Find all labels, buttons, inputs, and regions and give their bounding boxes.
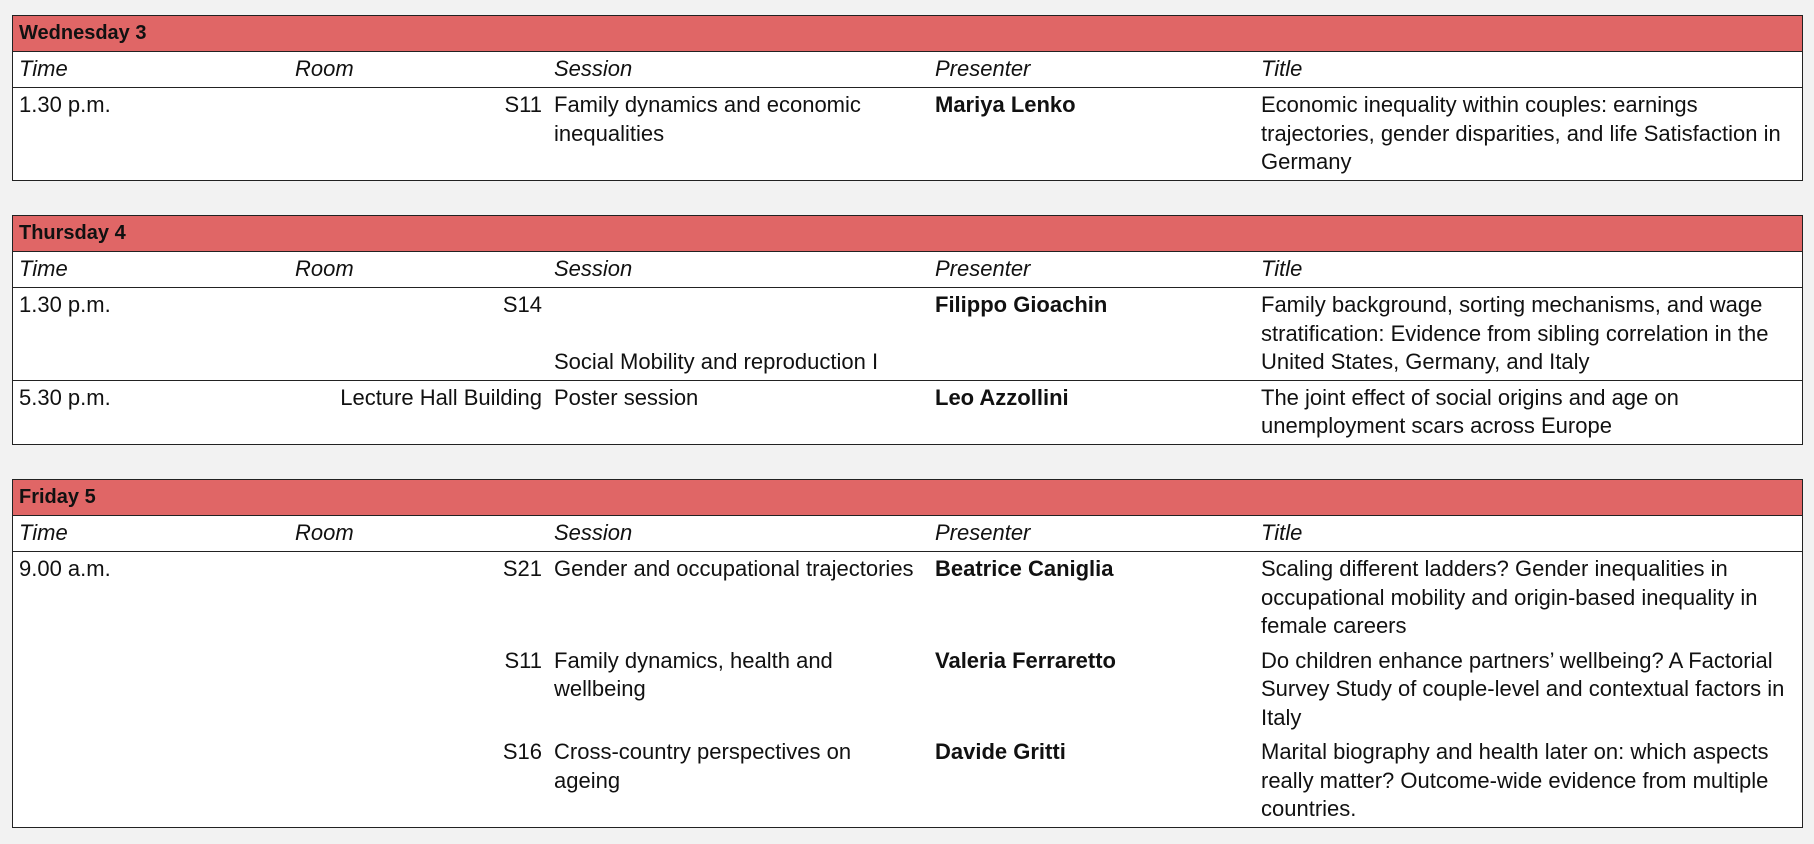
session-cell: Poster session bbox=[554, 384, 699, 410]
title-cell: Marital biography and health later on: which aspects really matter? Outcome-wide evidence from multiple countries. bbox=[1261, 739, 1769, 821]
column-header-title: Title bbox=[1261, 256, 1303, 281]
room-cell: S21 bbox=[502, 556, 542, 581]
session-text: Social Mobility and reproduction I bbox=[554, 349, 879, 374]
title-cell: Family background, sorting mechanisms, and wage stratification: Evidence from sibling correlation in the United States, Germany, and Italy bbox=[1261, 292, 1769, 374]
time-cell bbox=[13, 738, 285, 824]
column-header-time: Time bbox=[19, 520, 68, 545]
room-cell: S14 bbox=[502, 292, 542, 317]
table-row bbox=[13, 88, 1802, 180]
title-cell: Scaling different ladders? Gender inequalities in occupational mobility and origin-based inequality in female careers bbox=[1261, 556, 1758, 638]
session-cell: Family dynamics and economic inequalities bbox=[554, 92, 861, 146]
presenter-cell: Beatrice Caniglia bbox=[935, 556, 1114, 581]
table-row bbox=[13, 644, 1802, 736]
column-header-session: Session bbox=[554, 256, 633, 281]
day-header: Friday 5 bbox=[13, 480, 1802, 516]
time-cell bbox=[13, 647, 285, 733]
table-row bbox=[13, 380, 1802, 444]
presenter-cell: Valeria Ferraretto bbox=[935, 647, 1116, 673]
room-cell: S16 bbox=[502, 739, 542, 764]
table-row bbox=[13, 552, 1802, 644]
presenter-cell: Leo Azzollini bbox=[935, 384, 1069, 410]
column-header-time: Time bbox=[19, 256, 68, 281]
session-cell: Cross-country perspectives on ageing bbox=[554, 739, 852, 793]
time-cell: 1.30 p.m. bbox=[19, 92, 111, 117]
room-cell: S11 bbox=[504, 647, 542, 673]
title-cell: Do children enhance partners’ wellbeing? A Factorial Survey Study of couple-level and contextual factors in Italy bbox=[1261, 647, 1785, 730]
column-header-room: Room bbox=[295, 520, 354, 545]
session-cell: Family dynamics, health and wellbeing bbox=[554, 647, 833, 701]
room-cell: S11 bbox=[504, 92, 542, 117]
title-cell: Economic inequality within couples: earnings trajectories, gender disparities, and life Satisfaction in Germany bbox=[1261, 92, 1781, 174]
column-header-title: Title bbox=[1261, 56, 1303, 81]
column-header-presenter: Presenter bbox=[935, 56, 1031, 81]
column-header-presenter: Presenter bbox=[935, 520, 1031, 545]
time-cell: 9.00 a.m. bbox=[19, 556, 111, 581]
presenter-cell: Davide Gritti bbox=[935, 739, 1066, 764]
day-table-friday bbox=[12, 479, 1803, 828]
column-header-presenter: Presenter bbox=[935, 256, 1031, 281]
column-header-session: Session bbox=[554, 520, 633, 545]
column-header-room: Room bbox=[295, 256, 354, 281]
table-row bbox=[13, 288, 1802, 380]
time-cell: 1.30 p.m. bbox=[19, 292, 111, 317]
day-table-thursday bbox=[12, 215, 1803, 445]
day-table-wednesday bbox=[12, 15, 1803, 181]
title-cell: The joint effect of social origins and age on unemployment scars across Europe bbox=[1261, 384, 1679, 438]
column-header-row bbox=[13, 252, 1802, 288]
time-cell: 5.30 p.m. bbox=[19, 384, 111, 410]
session-cell bbox=[548, 291, 929, 377]
column-header-title: Title bbox=[1261, 520, 1303, 545]
presenter-cell: Filippo Gioachin bbox=[935, 292, 1108, 317]
day-header: Thursday 4 bbox=[13, 216, 1802, 252]
session-cell: Gender and occupational trajectories bbox=[554, 556, 914, 581]
day-header: Wednesday 3 bbox=[13, 16, 1802, 52]
column-header-row bbox=[13, 52, 1802, 88]
column-header-time: Time bbox=[19, 56, 68, 81]
presenter-cell: Mariya Lenko bbox=[935, 92, 1076, 117]
column-header-session: Session bbox=[554, 56, 633, 81]
room-cell: Lecture Hall Building bbox=[340, 384, 542, 410]
column-header-row bbox=[13, 516, 1802, 552]
table-row bbox=[13, 735, 1802, 827]
column-header-room: Room bbox=[295, 56, 354, 81]
